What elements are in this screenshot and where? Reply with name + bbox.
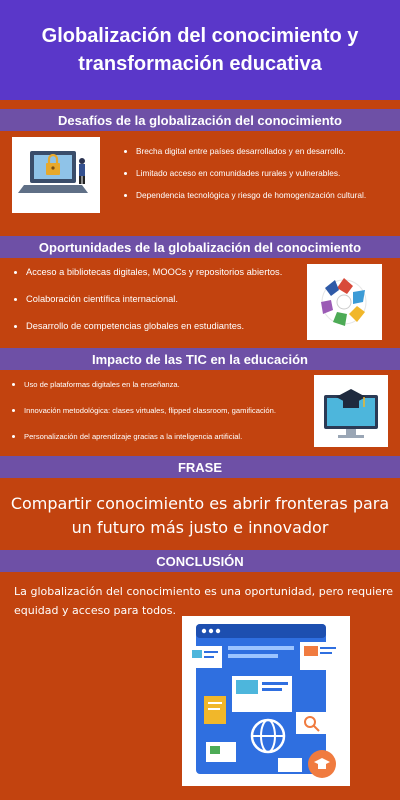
page-title: Globalización del conocimiento y transformación educativa xyxy=(41,25,359,75)
conclusion-text: La globalización del conocimiento es una oportunidad, pero requiere equidad y acceso para todos. xyxy=(14,585,393,617)
hands-circle-icon xyxy=(307,264,382,340)
section-title-desafios: Desafíos de la globalización del conocimiento xyxy=(0,109,400,131)
list-item: Limitado acceso en comunidades rurales y vulnerables. xyxy=(124,168,390,179)
section-title-conclusion: CONCLUSIÓN xyxy=(0,550,400,572)
list-item: Uso de plataformas digitales en la enseñanza. xyxy=(12,380,308,390)
list-item: Acceso a bibliotecas digitales, MOOCs y repositorios abiertos. xyxy=(14,266,300,279)
list-item: Desarrollo de competencias globales en estudiantes. xyxy=(14,320,300,333)
impacto-list xyxy=(12,380,308,442)
list-item: Brecha digital entre países desarrollados y en desarrollo. xyxy=(124,146,390,157)
web-platform-icon xyxy=(182,616,350,786)
laptop-lock-icon xyxy=(12,137,100,213)
list-item: Innovación metodológica: clases virtuales, flipped classroom, gamificación. xyxy=(12,406,308,416)
section-title-oportunidades: Oportunidades de la globalización del conocimiento xyxy=(0,236,400,258)
desafios-list xyxy=(124,146,390,201)
section-title-frase: FRASE xyxy=(0,456,400,478)
list-item: Personalización del aprendizaje gracias a la inteligencia artificial. xyxy=(12,432,308,442)
oportunidades-list xyxy=(14,266,300,333)
phrase-text: Compartir conocimiento es abrir fronteras para un futuro más justo e innovador xyxy=(10,494,390,537)
list-item: Dependencia tecnológica y riesgo de homogenización cultural. xyxy=(124,190,390,201)
section-title-impacto: Impacto de las TIC en la educación xyxy=(0,348,400,370)
graduation-monitor-icon xyxy=(314,375,388,447)
header xyxy=(0,0,400,100)
list-item: Colaboración científica internacional. xyxy=(14,293,300,306)
